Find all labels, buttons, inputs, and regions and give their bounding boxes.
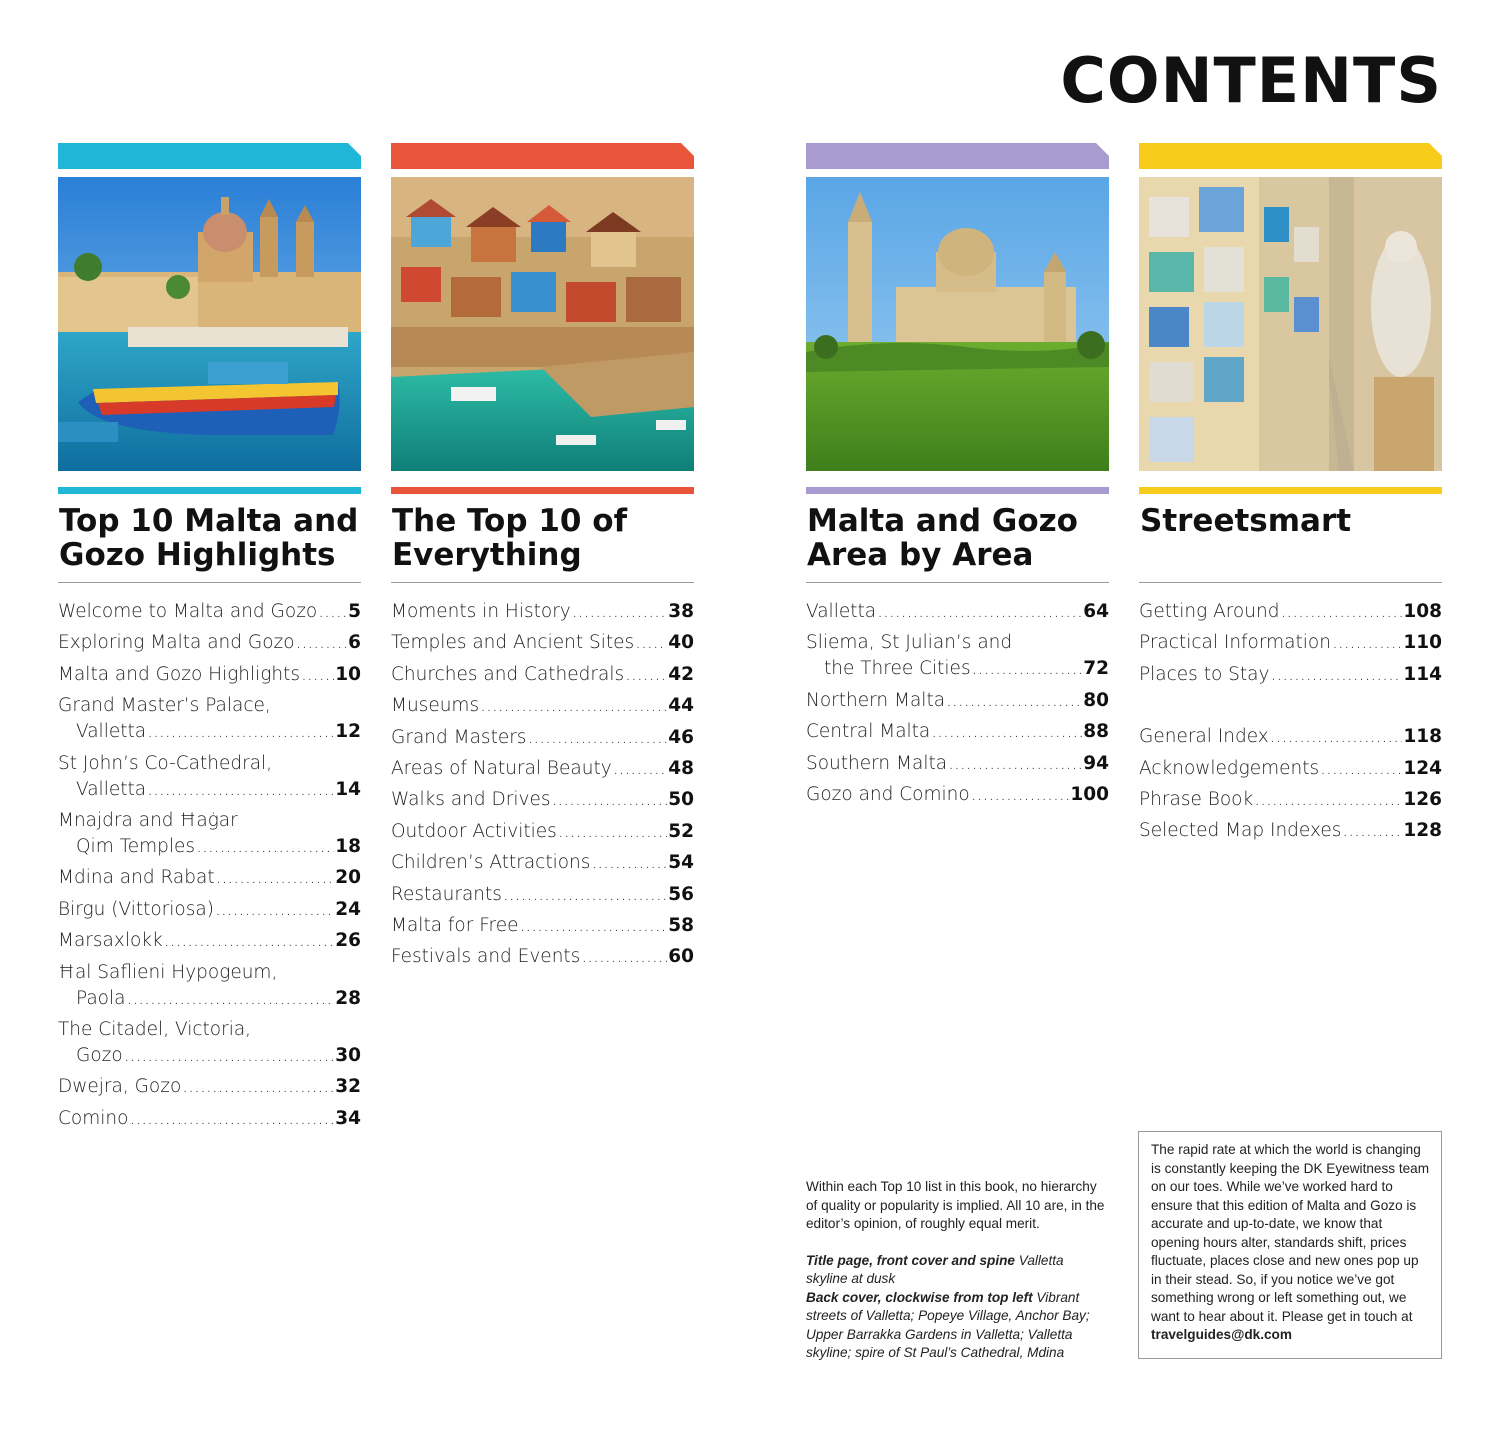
toc-page-number: 14 [335,778,361,800]
toc-entry-label: Getting Around [1139,601,1280,622]
toc-entry-label: Valletta [76,721,147,743]
toc-entry-label: Outdoor Activities [391,820,557,842]
toc-entry-label: Valletta [76,778,147,800]
toc-entry-label: Paola [76,987,126,1009]
section-rule-1 [58,487,361,494]
toc-entry-label: Exploring Malta and Gozo [58,632,295,654]
toc-entry[interactable] [58,928,361,954]
toc-entry[interactable] [391,787,694,813]
toc-spacer [1139,693,1442,724]
toc-entry-label: Places to Stay [1139,663,1270,685]
dot-leader [301,662,334,688]
feedback-box [1138,1131,1442,1359]
valletta-street-photo [1139,177,1442,471]
toc-entry-label: Mnajdra and Ħaġar [58,809,238,831]
toc-list [391,599,694,970]
toc-page-number: 24 [335,898,361,920]
toc-entry[interactable] [58,865,361,891]
toc-entry[interactable] [58,599,361,625]
marsaxlokk-harbour-photo [58,177,361,471]
toc-entry[interactable] [391,756,694,782]
dot-leader [215,897,334,923]
toc-page-number: 30 [335,1044,361,1066]
dot-leader [126,986,334,1012]
photo-credits [806,1252,1106,1363]
toc-entry-label: Selected Map Indexes [1139,820,1342,842]
dot-leader [503,882,667,908]
toc-entry-label: Birgu (Vittoriosa) [58,898,214,920]
toc-page-number: 50 [668,789,694,811]
toc-entry[interactable] [391,725,694,751]
toc-entry-label: Children’s Attractions [391,852,591,874]
toc-page-number: 124 [1403,757,1442,779]
dot-leader [1332,630,1402,656]
back-credit-label: Back cover, clockwise from top left [806,1289,1033,1305]
toc-page-number: 42 [668,663,694,685]
dot-leader [147,777,334,803]
toc-entry-label: Marsaxlokk [58,930,163,952]
toc-entry[interactable] [806,782,1109,808]
toc-page-number: 32 [335,1076,361,1098]
toc-list [58,599,361,1132]
toc-list [806,599,1109,808]
toc-page-number: 12 [335,721,361,743]
toc-entry[interactable] [1139,662,1442,688]
toc-entry-label: Dwejra, Gozo [58,1076,182,1098]
dot-leader [877,599,1082,625]
toc-page-number: 26 [335,930,361,952]
toc-entry-label: Northern Malta [806,689,946,711]
toc-entry[interactable] [58,662,361,688]
toc-entry-label: Malta for Free [391,914,519,936]
section-heading-line: Area by Area [807,537,1034,573]
toc-entry-label: Ħal Saflieni Hypogeum, [58,961,278,983]
ta-pinu-basilica-photo [806,177,1109,471]
toc-entry-label: Southern Malta [806,752,948,774]
toc-entry-label: Moments in History [391,601,571,622]
dot-leader [124,1043,335,1069]
toc-page-number: 126 [1403,788,1442,810]
toc-entry[interactable] [1139,787,1442,813]
toc-entry[interactable] [58,808,361,860]
toc-page-number: 54 [668,852,694,874]
toc-entry[interactable] [806,630,1109,682]
section-heading-line: Gozo Highlights [59,537,336,573]
toc-entry[interactable] [391,850,694,876]
toc-entry-label: The Citadel, Victoria, [58,1018,252,1040]
section-column-3 [806,143,1109,813]
dot-leader [931,719,1082,745]
toc-page-number: 46 [668,726,694,748]
toc-entry-label: Temples and Ancient Sites [391,632,635,654]
toc-entry-label: Sliema, St Julian’s and [806,632,1013,654]
toc-entry-label: Welcome to Malta and Gozo [58,601,318,622]
dot-leader [635,630,667,656]
dot-leader [296,630,348,656]
toc-page-number: 114 [1403,663,1442,685]
feedback-text: The rapid rate at which the world is changing is constantly keeping the DK Eyewitness team on our toes. While we’ve worked hard to ensure that this edition of Malta and Gozo is accurate and up-to-date, we know that opening hours alter, standards shift, prices fluctuate, places close and new ones pop up in their stead. So, if you notice we’ve got something wrong or left something out, we want to hear about it. Please get in touch at [1151,1142,1430,1324]
dot-leader [558,819,667,845]
toc-entry[interactable] [391,693,694,719]
toc-entry[interactable] [1139,599,1442,625]
section-tab-1 [58,143,361,169]
section-heading-line: Everything [392,537,582,573]
toc-page-number: 52 [668,820,694,842]
toc-entry[interactable] [58,897,361,923]
toc-entry[interactable] [391,819,694,845]
toc-entry[interactable] [1139,818,1442,844]
back-credit-text: Vibrant streets of Valletta; Popeye Village, Anchor Bay; Upper Barrakka Gardens in Valletta; Valletta skyline; spire of St Paul’s Cathedral, Mdina [806,1289,1090,1360]
section-heading-line: The Top 10 of [392,503,628,539]
section-tab-4 [1139,143,1442,169]
toc-entry-label: Phrase Book [1139,788,1254,810]
toc-page-number: 94 [1083,752,1109,774]
toc-page-number: 28 [335,987,361,1009]
toc-entry-label: Churches and Cathedrals [391,663,625,685]
dot-leader [182,1074,334,1100]
editorial-notes [806,1178,1106,1363]
toc-page-number: 100 [1070,783,1109,805]
toc-page-number: 60 [668,946,694,968]
dot-leader [1280,599,1402,625]
toc-entry-label: Qim Temples [76,835,196,857]
toc-page-number: 34 [335,1107,361,1129]
toc-page-number: 64 [1083,601,1109,622]
dot-leader [129,1106,334,1132]
toc-entry[interactable] [58,751,361,803]
toc-page-number: 118 [1403,726,1442,748]
toc-entry[interactable] [806,719,1109,745]
toc-entry[interactable] [1139,630,1442,656]
dot-leader [480,693,667,719]
section-rule-3 [806,487,1109,494]
toc-entry[interactable] [391,662,694,688]
toc-entry[interactable] [806,599,1109,625]
toc-entry[interactable] [391,630,694,656]
toc-entry[interactable] [58,1106,361,1132]
toc-page-number: 20 [335,867,361,889]
toc-entry[interactable] [1139,756,1442,782]
dot-leader [581,944,667,970]
dot-leader [971,782,1070,808]
front-credit-text: Valletta skyline at dusk [806,1252,1064,1286]
toc-page-number: 6 [348,632,361,654]
section-column-4 [1139,143,1442,850]
toc-page-number: 10 [335,663,361,685]
section-rule-4 [1139,487,1442,494]
popeye-village-photo [391,177,694,471]
toc-page-number: 48 [668,757,694,779]
toc-entry[interactable] [58,1074,361,1100]
toc-entry[interactable] [391,944,694,970]
toc-page-number: 58 [668,914,694,936]
section-heading-4 [1139,500,1442,583]
section-tab-2 [391,143,694,169]
toc-entry[interactable] [806,688,1109,714]
toc-entry-label: Grand Master’s Palace, [58,695,271,717]
toc-entry[interactable] [58,693,361,745]
section-column-2 [391,143,694,976]
dot-leader [591,850,667,876]
dot-leader [1342,818,1402,844]
dot-leader [147,719,334,745]
toc-page-number: 80 [1083,689,1109,711]
toc-page-number: 128 [1403,820,1442,842]
toc-page-number: 110 [1403,632,1442,654]
toc-page-number: 56 [668,883,694,905]
dot-leader [572,599,668,625]
toc-entry[interactable] [58,1017,361,1069]
toc-entry-label: General Index [1139,726,1269,748]
toc-entry[interactable] [391,882,694,908]
ranking-note: Within each Top 10 list in this book, no hierarchy of quality or popularity is implied. All 10 are, in the editor’s opinion, of roughly equal merit. [806,1179,1105,1231]
section-rule-2 [391,487,694,494]
front-credit-label: Title page, front cover and spine [806,1252,1015,1268]
toc-list [1139,599,1442,844]
toc-entry-label: Central Malta [806,721,931,743]
dot-leader [551,787,667,813]
feedback-email-link[interactable]: travelguides@dk.com [1151,1327,1292,1342]
toc-entry-label: St John’s Co-Cathedral, [58,752,273,774]
dot-leader [1270,662,1402,688]
toc-page-number: 40 [668,632,694,654]
section-column-1 [58,143,361,1137]
toc-page-number: 18 [335,835,361,857]
toc-entry[interactable] [1139,724,1442,750]
toc-page-number: 88 [1083,721,1109,743]
toc-entry-label: the Three Cities [824,658,971,680]
section-heading-3 [806,500,1109,583]
dot-leader [613,756,668,782]
toc-entry-label: Grand Masters [391,726,527,748]
toc-entry-label: Comino [58,1107,129,1129]
dot-leader [1270,724,1403,750]
dot-leader [318,599,347,625]
dot-leader [216,865,335,891]
toc-entry-label: Practical Information [1139,632,1331,654]
toc-entry-label: Valletta [806,601,877,622]
dot-leader [527,725,667,751]
toc-entry-label: Festivals and Events [391,946,581,968]
dot-leader [520,913,668,939]
section-heading-line: Top 10 Malta and [59,503,359,539]
dot-leader [196,834,334,860]
section-heading-line: Malta and Gozo [807,503,1078,539]
dot-leader [1254,787,1402,813]
toc-entry-label: Mdina and Rabat [58,867,215,889]
toc-page-number: 5 [348,601,361,622]
section-tab-3 [806,143,1109,169]
toc-entry[interactable] [58,960,361,1012]
toc-entry[interactable] [58,630,361,656]
dot-leader [948,751,1082,777]
toc-entry-label: Gozo and Comino [806,783,970,805]
dot-leader [625,662,667,688]
toc-entry-label: Gozo [76,1044,123,1066]
toc-entry[interactable] [806,751,1109,777]
section-heading-2 [391,500,694,583]
toc-page-number: 72 [1083,658,1109,680]
toc-page-number: 44 [668,695,694,717]
toc-entry-label: Areas of Natural Beauty [391,757,612,779]
toc-entry[interactable] [391,599,694,625]
toc-entry-label: Acknowledgements [1139,757,1320,779]
toc-entry-label: Restaurants [391,883,502,905]
page-title: CONTENTS [1060,44,1442,117]
section-heading-1 [58,500,361,583]
dot-leader [1320,756,1402,782]
toc-entry-label: Museums [391,695,480,717]
toc-entry-label: Malta and Gozo Highlights [58,663,301,685]
dot-leader [164,928,335,954]
toc-page-number: 38 [668,601,694,622]
section-heading-line: Streetsmart [1140,503,1352,539]
dot-leader [972,656,1083,682]
toc-entry-label: Walks and Drives [391,789,551,811]
dot-leader [946,688,1082,714]
toc-entry[interactable] [391,913,694,939]
toc-page-number: 108 [1403,601,1442,622]
